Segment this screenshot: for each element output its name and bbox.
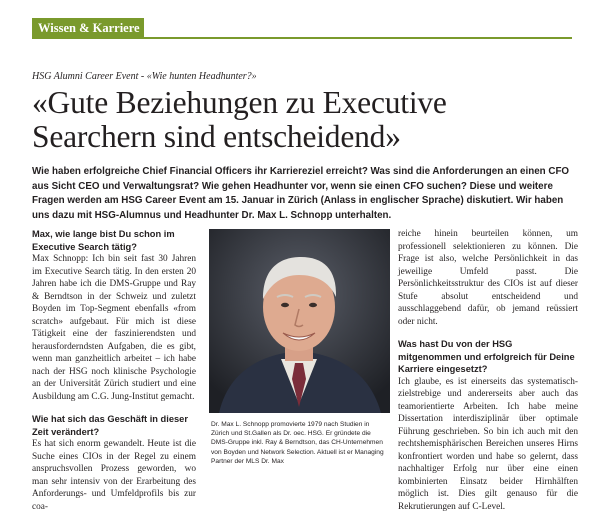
section-label: Wissen & Karriere <box>32 18 144 38</box>
question-3: Was hast Du von der HSG mitgenommen und erfolgreich für Deine Karriere eingesetzt? <box>398 339 575 374</box>
photo-caption: Dr. Max L. Schnopp promovierte 1979 nach Studien in Zürich und St.Gallen als Dr. oec. HSG. Er gründete die DMS-Gruppe inkl. Ray & Berndtson, das CH-Unternehmen von Boyden und Network Selection. Aktuell ist er Managing Partner der MLS Dr. Max <box>211 421 384 465</box>
answer-1: Max Schnopp: Ich bin seit fast 30 Jahren im Executive Search tätig. In den ersten 20 Jahren habe ich die DMS-Gruppe und Ray & Berndtson in der Schweiz und zuletzt Boyden im Top-Segment ebenfalls «from scratch» aufgebaut. Für mich ist diese Tätigkeit eine der faszinierendsten und herausforderndsten Aufgaben, die es gibt, wenn man ganzheitlich arbeitet – ich habe nach der HSG noch klinische Psychologie an der Universität Zürich studiert und eine Ausbildung am C.G. Jung-Institut gemacht. <box>32 254 196 402</box>
article-lead: Wie haben erfolgreiche Chief Financial Officers ihr Karriereziel erreicht? Was sind die Anforderungen an einen CFO aus Sicht CEO und Verwaltungsrat? Wie gehen Headhunter vor, wenn sie einen CFO suchen? Diese und weitere Fragen werden am HSG Career Event am 15. Januar in Zürich (Anlass in englischer Sprache) diskutiert. Wir haben uns dazu mit HSG-Alumnus und Headhunter Dr. Max L. Schnopp unterhalten. <box>32 166 570 221</box>
headline-line-2: Searchern sind entscheidend» <box>32 119 401 154</box>
answer-3: Ich glaube, es ist einerseits das systematisch-zielstrebige und andererseits aber auch das teamorientierte Arbeiten. Ich habe meine Dissertation interdisziplinär über optimale Führung geschrieben. So bin ich auch mit den rechtshemisphärischen Bereichen unseres Hirns konfrontiert worden und habe so gelernt, dass nachhaltiger Erfolg nur über eine einen kombinierten Einsatz beider Hirnhälften möglich ist. Dies gilt genauso für die Rekrutierungen auf C-Level. <box>398 376 578 512</box>
left-column <box>32 228 196 523</box>
right-column <box>398 228 578 523</box>
headline-line-1: «Gute Beziehungen zu Executive <box>32 85 447 120</box>
section-divider <box>32 37 572 39</box>
answer-continued: reiche hinein beurteilen können, um professionell selektionieren zu können. Die Frage ist also, welche Persönlichkeit in das jeweilige Umfeld passt. Die Persönlichkeitsstruktur des CIOs ist auf dieser Stufe absolut entscheidend und ausschlaggebend dafür, ob jemand reüssiert oder nicht. <box>398 229 578 327</box>
article-kicker: HSG Alumni Career Event - «Wie hunten Headhunter?» <box>32 71 257 82</box>
portrait-photo <box>209 229 390 413</box>
answer-2: Es hat sich enorm gewandelt. Heute ist die Suche eines CIOs in der Regel zu einem anspruchsvollen Prozess geworden, wo man sehr intensiv von der Erarbeitung des Anforderungs- und Umfeldprofils bis zur coa- <box>32 439 196 512</box>
question-1: Max, wie lange bist Du schon im Executive Search tätig? <box>32 229 175 252</box>
article-headline <box>32 86 584 154</box>
question-2: Wie hat sich das Geschäft in dieser Zeit verändert? <box>32 414 188 437</box>
portrait-illustration <box>209 229 390 413</box>
